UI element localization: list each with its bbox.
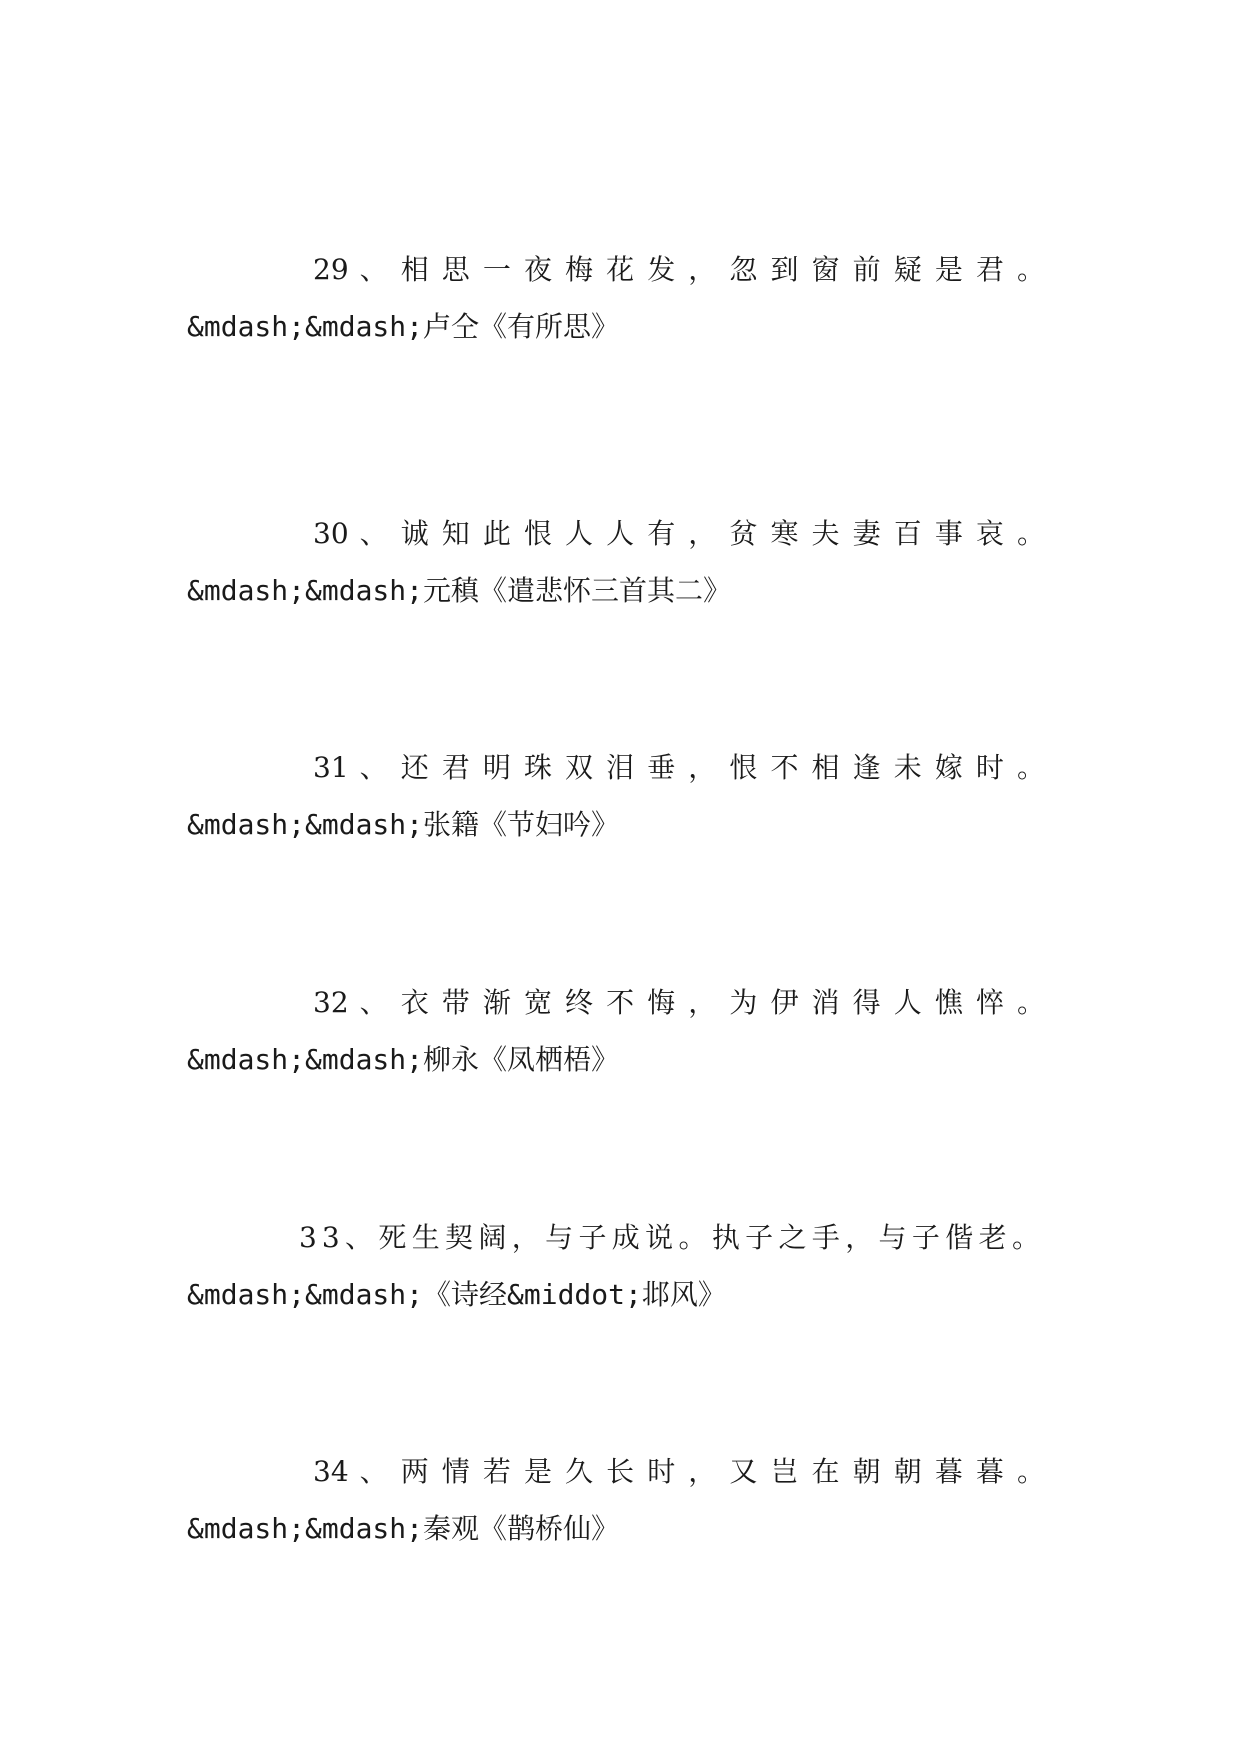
quote-line: 30 、 诚 知 此 恨 人 人 有 ， 贫 寒 夫 妻 百 事 哀 。	[313, 517, 1045, 550]
quote-source: &mdash;&mdash;卢仝《有所思》	[187, 310, 620, 343]
quote-line: 34 、 两 情 若 是 久 长 时 ， 又 岂 在 朝 朝 暮 暮 。	[313, 1455, 1045, 1488]
quote-source: &mdash;&mdash;秦观《鹊桥仙》	[187, 1512, 620, 1545]
quote-line: 33、死生契阔，与子成说。执子之手，与子偕老。	[299, 1221, 1045, 1254]
quote-source: &mdash;&mdash;《诗经&middot;邶风》	[187, 1278, 726, 1311]
quote-source: &mdash;&mdash;张籍《节妇吟》	[187, 808, 620, 841]
quote-line: 29 、 相 思 一 夜 梅 花 发 ， 忽 到 窗 前 疑 是 君 。	[313, 253, 1045, 286]
quote-line: 32 、 衣 带 渐 宽 终 不 悔 ， 为 伊 消 得 人 憔 悴 。	[313, 986, 1045, 1019]
quote-source: &mdash;&mdash;元稹《遣悲怀三首其二》	[187, 574, 732, 607]
quote-source: &mdash;&mdash;柳永《凤栖梧》	[187, 1043, 620, 1076]
quote-line: 31 、 还 君 明 珠 双 泪 垂 ， 恨 不 相 逢 未 嫁 时 。	[313, 751, 1045, 784]
